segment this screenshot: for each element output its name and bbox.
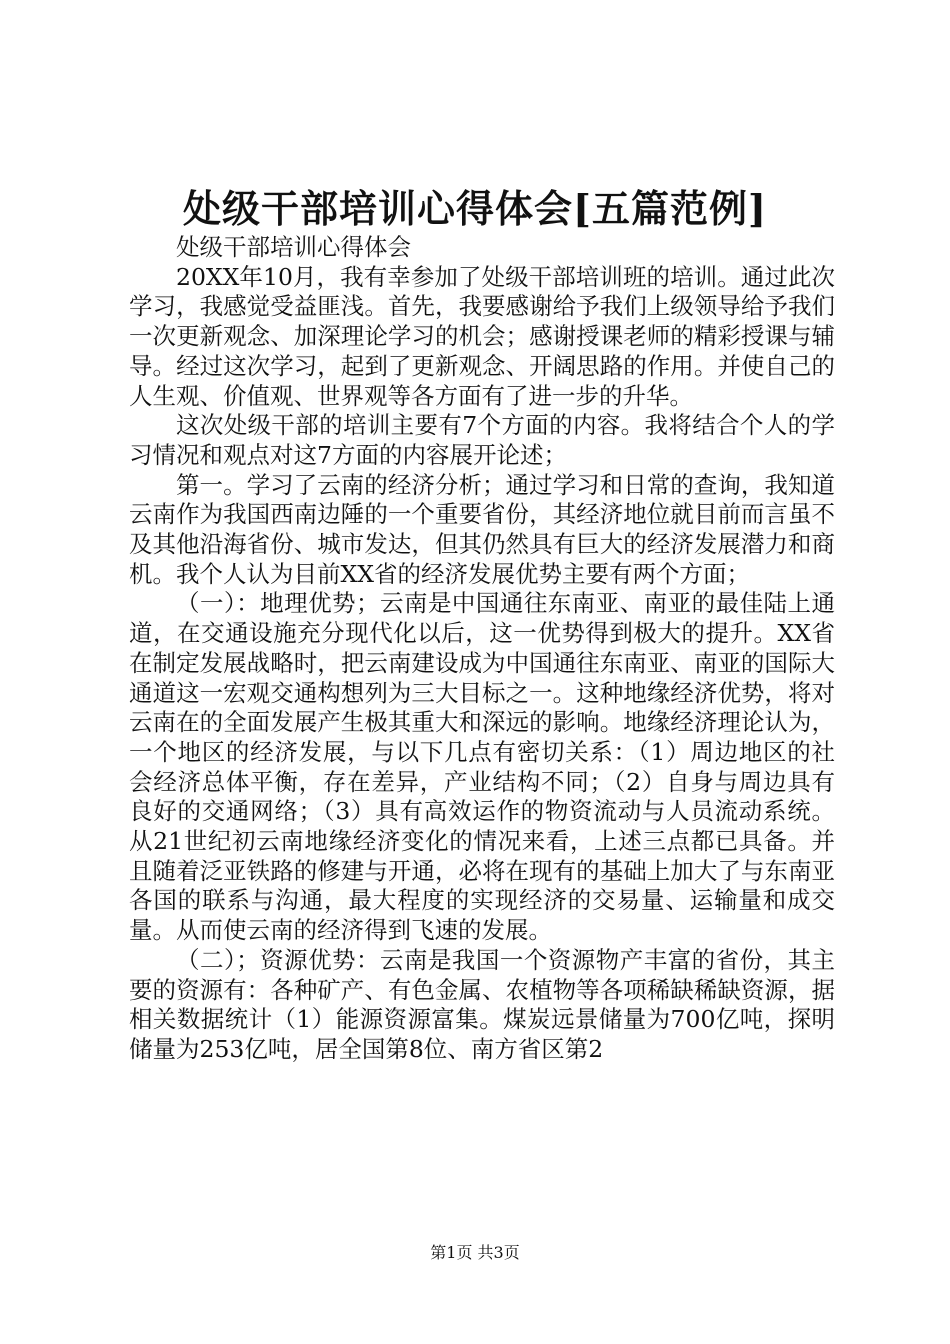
document-body [129, 233, 835, 1065]
document-title: 处级干部培训心得体会[五篇范例] [183, 186, 767, 231]
paragraph-first: 第一。学习了云南的经济分析；通过学习和日常的查询，我知道云南作为我国西南边陲的一个重要省份，其经济地位就目前而言虽不及其他沿海省份、城市发达，但其仍然具有巨大的经济发展潜力和商机。我个人认为目前XX省的经济发展优势主要有两个方面； [129, 470, 835, 588]
paragraph-geography: （一）：地理优势；云南是中国通往东南亚、南亚的最佳陆上通道，在交通设施充分现代化以后，这一优势得到极大的提升。XX省在制定发展战略时，把云南建设成为中国通往东南亚、南亚的国际大通道这一宏观交通构想列为三大目标之一。这种地缘经济优势，将对云南在的全面发展产生极其重大和深远的影响。地缘经济理论认为，一个地区的经济发展，与以下几点有密切关系：（1）周边地区的社会经济总体平衡，存在差异，产业结构不同；（2）自身与周边具有良好的交通网络；（3）具有高效运作的物资流动与人员流动系统。从21世纪初云南地缘经济变化的情况来看，上述三点都已具备。并且随着泛亚铁路的修建与开通，必将在现有的基础上加大了与东南亚各国的联系与沟通，最大程度的实现经济的交易量、运输量和成交量。从而使云南的经济得到飞速的发展。 [129, 589, 835, 945]
paragraph-intro: 20XX年10月，我有幸参加了处级干部培训班的培训。通过此次学习，我感觉受益匪浅。首先，我要感谢给予我们上级领导给予我们一次更新观念、加深理论学习的机会；感谢授课老师的精彩授课与辅导。经过这次学习，起到了更新观念、开阔思路的作用。并使自己的人生观、价值观、世界观等各方面有了进一步的升华。 [129, 262, 835, 410]
page-number: 第1页 共3页 [430, 1243, 520, 1262]
paragraph-overview: 这次处级干部的培训主要有7个方面的内容。我将结合个人的学习情况和观点对这7方面的内容展开论述； [129, 411, 835, 469]
paragraph-resources: （二）；资源优势：云南是我国一个资源物产丰富的省份，其主要的资源有：各种矿产、有色金属、农植物等各项稀缺稀缺资源，据相关数据统计（1）能源资源富集。煤炭远景储量为700亿吨，探明储量为253亿吨，居全国第8位、南方省区第2 [129, 945, 835, 1063]
document-subtitle: 处级干部培训心得体会 [176, 233, 411, 261]
